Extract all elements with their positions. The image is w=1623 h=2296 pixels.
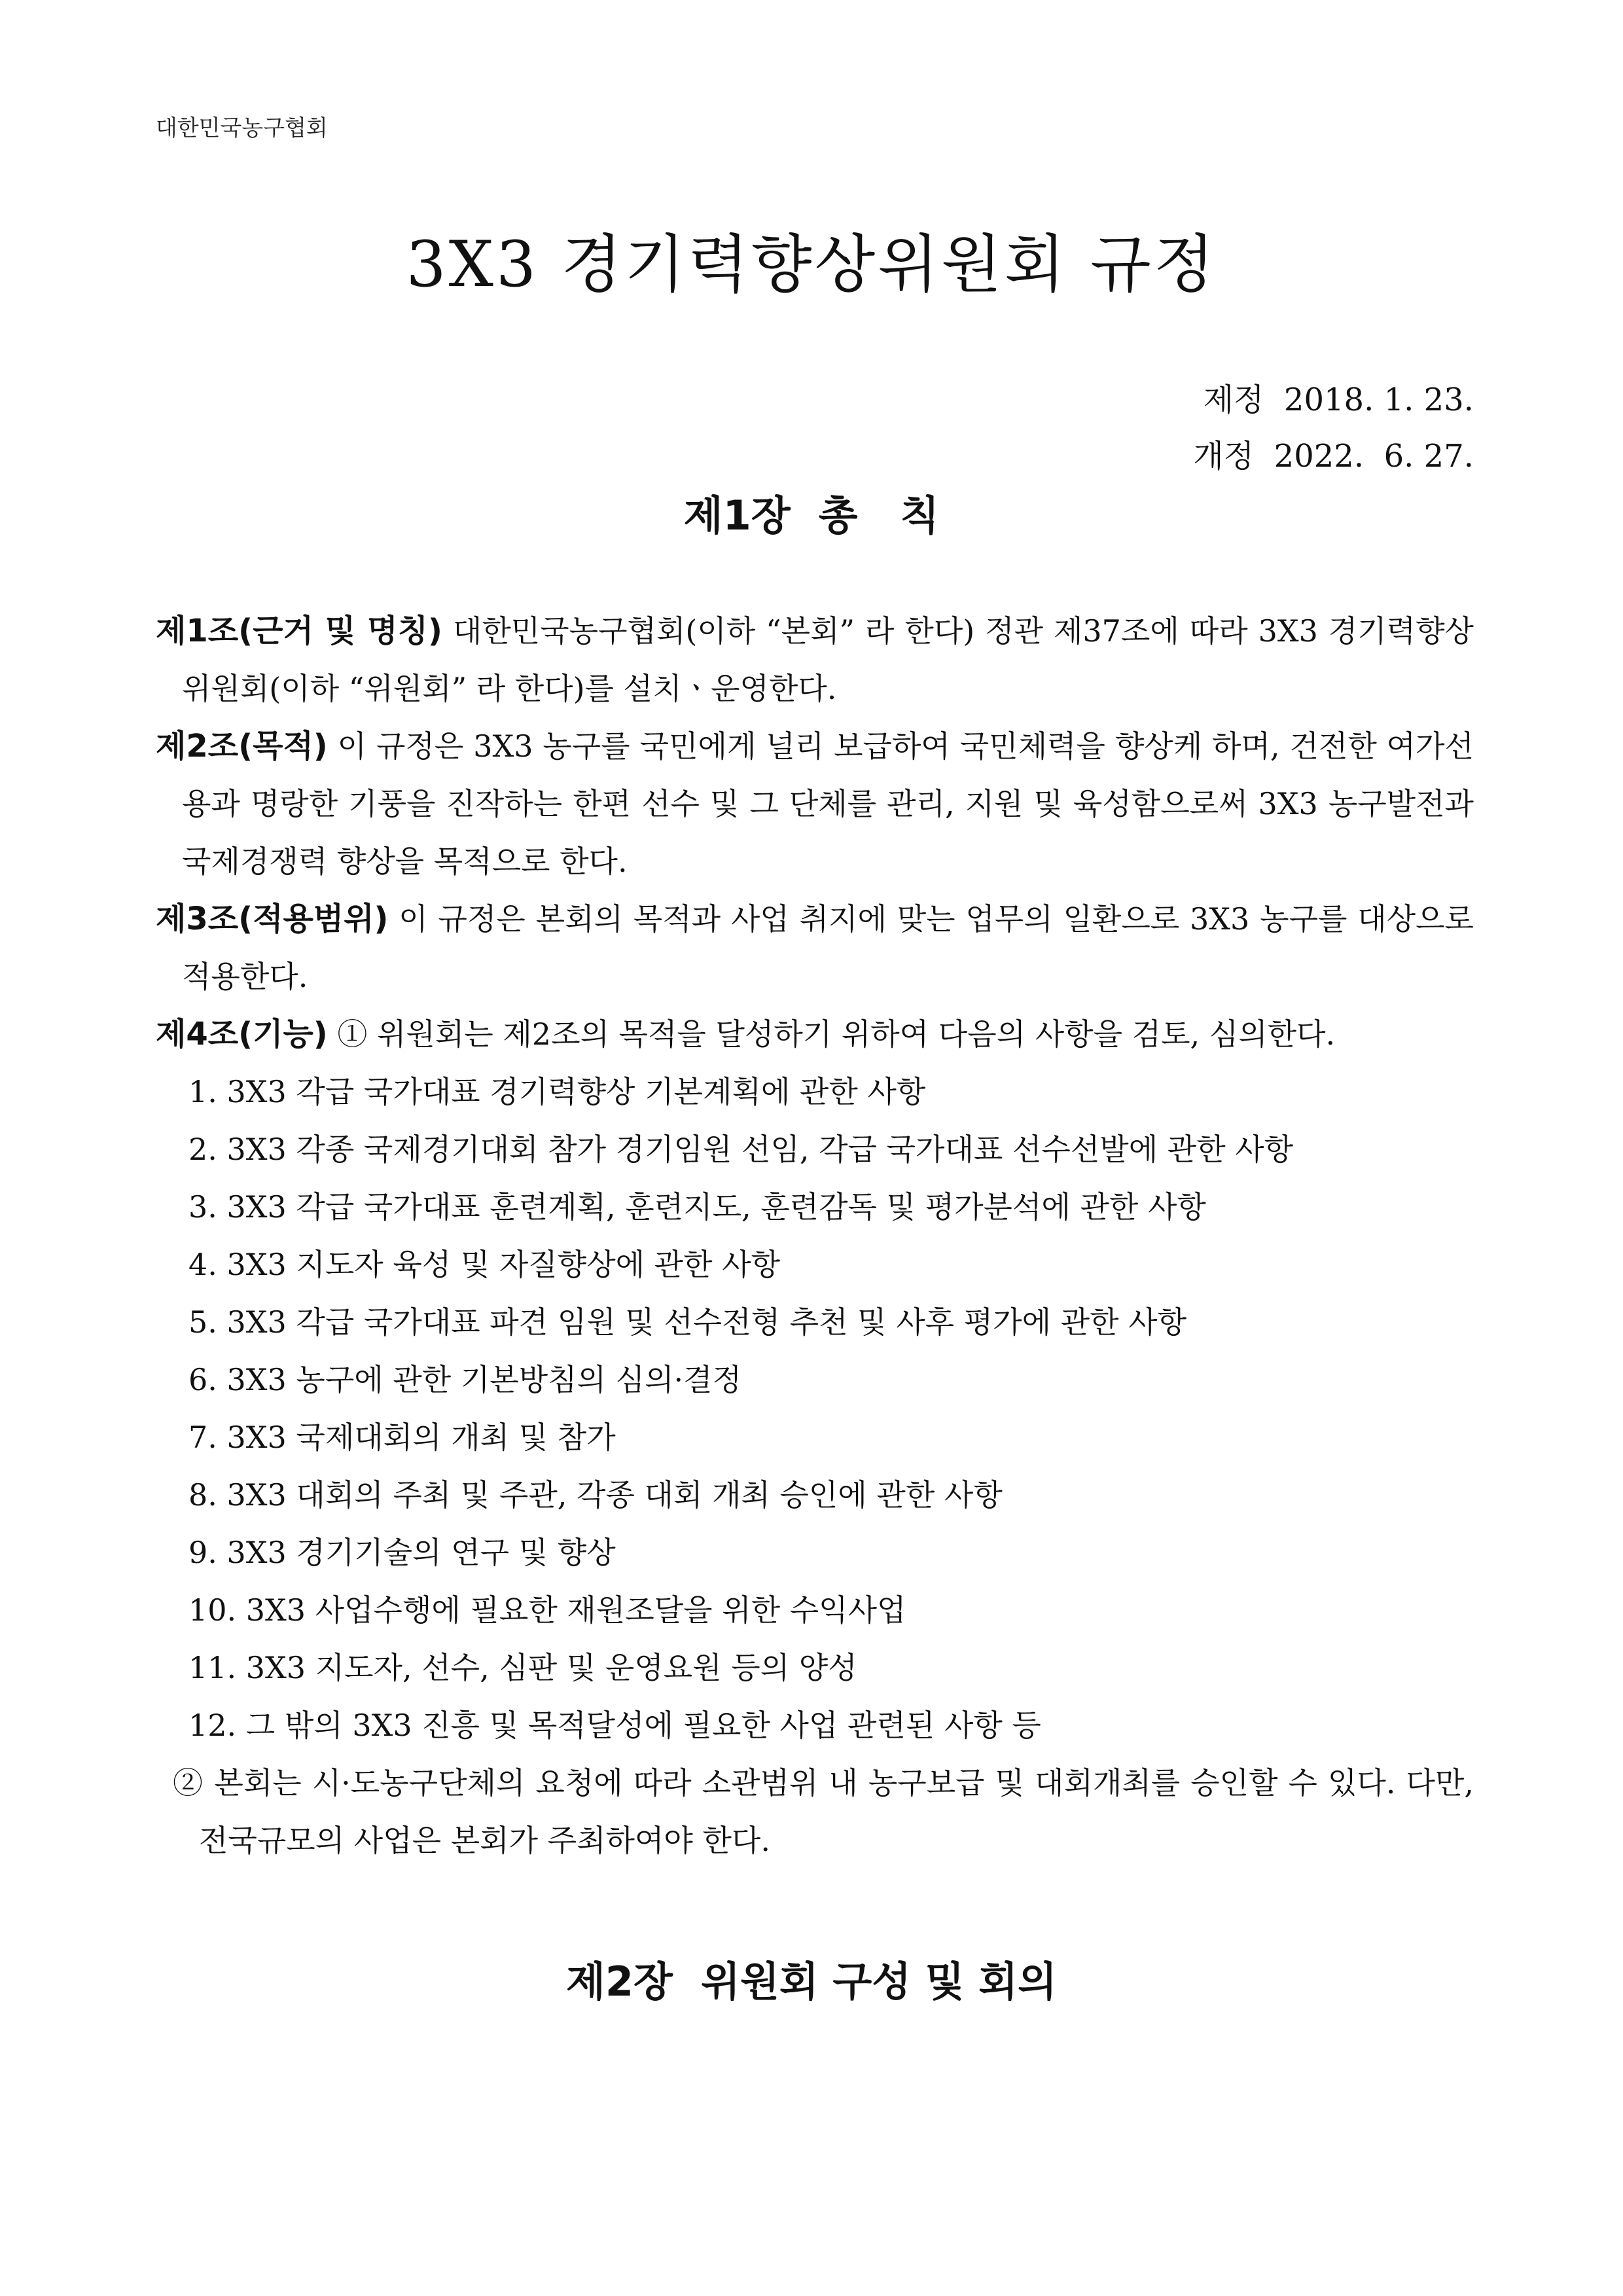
article-text: 대한민국농구협회(이하 “본회” 라 한다) 정관 제37조에 따라 3X3 경기력향상위원회(이하 “위원회” 라 한다)를 설치ㆍ운영한다. [182, 613, 1474, 706]
list-item: 2. 3X3 각종 국제경기대회 참가 경기임원 선임, 각급 국가대표 선수선발에 관한 사항 [188, 1132, 1294, 1167]
article-3 [156, 890, 1474, 1005]
list-item: 5. 3X3 각급 국가대표 파견 임원 및 선수전형 추천 및 사후 평가에 관한 사항 [188, 1304, 1187, 1340]
regulation-body [156, 602, 1474, 1869]
article-text: 이 규정은 본회의 목적과 사업 취지에 맞는 업무의 일환으로 3X3 농구를 대상으로 적용한다. [182, 901, 1474, 994]
article-4-item-list [156, 1063, 1474, 1754]
article-1 [156, 602, 1474, 717]
enacted-date: 제정 2018. 1. 23. [1203, 382, 1474, 418]
article-text: 이 규정은 3X3 농구를 국민에게 널리 보급하여 국민체력을 향상케 하며, 건전한 여가선용과 명랑한 기풍을 진작하는 한편 선수 및 그 단체를 관리, 지원 및 육성함으로써 3X3 농구발전과 국제경쟁력 향상을 목적으로 한다. [182, 728, 1474, 879]
list-item: 11. 3X3 지도자, 선수, 심판 및 운영요원 등의 양성 [188, 1650, 857, 1685]
article-text: ① 위원회는 제2조의 목적을 달성하기 위하여 다음의 사항을 검토, 심의한다. [327, 1016, 1336, 1052]
revision-dates [1193, 372, 1474, 484]
list-item: 4. 3X3 지도자 육성 및 자질향상에 관한 사항 [188, 1247, 781, 1282]
list-item: 9. 3X3 경기기술의 연구 및 향상 [188, 1535, 616, 1570]
list-item: 1. 3X3 각급 국가대표 경기력향상 기본계획에 관한 사항 [188, 1074, 926, 1109]
chapter-2-heading: 제2장 위원회 구성 및 회의 [566, 1958, 1057, 2005]
article-2 [156, 717, 1474, 890]
article-title: 제2조(목적) [156, 728, 328, 764]
organization-header: 대한민국농구협회 [156, 115, 328, 141]
list-item: 6. 3X3 농구에 관한 기본방침의 심의·결정 [188, 1362, 742, 1397]
article-4-paragraph-2: ② 본회는 시·도농구단체의 요청에 따라 소관범위 내 농구보급 및 대회개최를 승인할 수 있다. 다만, 전국규모의 사업은 본회가 주최하여야 한다. [173, 1765, 1474, 1858]
list-item: 12. 그 밖의 3X3 진흥 및 목적달성에 필요한 사업 관련된 사항 등 [188, 1708, 1041, 1743]
list-item: 10. 3X3 사업수행에 필요한 재원조달을 위한 수익사업 [188, 1592, 906, 1628]
list-item: 8. 3X3 대회의 주최 및 주관, 각종 대회 개최 승인에 관한 사항 [188, 1477, 1003, 1513]
list-item: 3. 3X3 각급 국가대표 훈련계획, 훈련지도, 훈련감독 및 평가분석에 관한 사항 [188, 1189, 1206, 1225]
article-title: 제4조(기능) [156, 1016, 328, 1052]
list-item: 7. 3X3 국제대회의 개최 및 참가 [188, 1420, 616, 1455]
article-4 [156, 1005, 1474, 1063]
document-title: 3X3 경기력향상위원회 규정 [406, 228, 1217, 301]
chapter-1-heading: 제1장 총 칙 [683, 492, 940, 539]
revised-date: 개정 2022. 6. 27. [1193, 438, 1474, 475]
article-title: 제1조(근거 및 명칭) [156, 613, 442, 649]
article-title: 제3조(적용범위) [156, 901, 389, 937]
